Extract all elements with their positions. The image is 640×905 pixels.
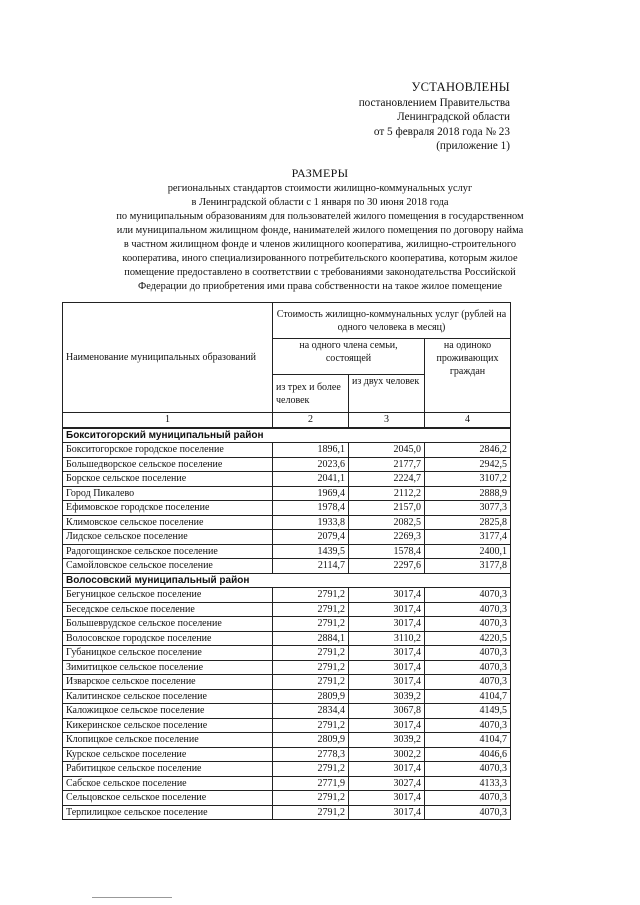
municipality-name: Сельцовское сельское поселение bbox=[63, 791, 273, 806]
subheading-line: или муниципальном жилищном фонде, нанимателей жилого помещения по договору найма bbox=[116, 225, 524, 236]
approval-title: УСТАНОВЛЕНЫ bbox=[411, 80, 510, 94]
cost-value: 3017,4 bbox=[349, 762, 425, 777]
cost-value: 1969,4 bbox=[273, 486, 349, 501]
cost-value: 3002,2 bbox=[349, 747, 425, 762]
header-cost: Стоимость жилищно-коммунальных услуг (рублей на одного человека в месяц) bbox=[273, 303, 511, 339]
district-row bbox=[63, 573, 511, 588]
table-row bbox=[63, 617, 511, 632]
column-number-3: 3 bbox=[349, 413, 425, 428]
cost-value: 2791,2 bbox=[273, 791, 349, 806]
cost-value: 3017,4 bbox=[349, 660, 425, 675]
cost-value: 4070,3 bbox=[425, 675, 511, 690]
municipality-name: Лидское сельское поселение bbox=[63, 530, 273, 545]
cost-value: 2825,8 bbox=[425, 515, 511, 530]
header-three-or-more: из трех и более человек bbox=[273, 375, 349, 413]
cost-value: 4070,3 bbox=[425, 646, 511, 661]
approval-line-2: Ленинградской области bbox=[397, 111, 510, 124]
cost-value: 2157,0 bbox=[349, 501, 425, 516]
subheading-line: в Ленинградской области с 1 января по 30 июня 2018 года bbox=[191, 197, 449, 208]
cost-standards-table bbox=[62, 302, 511, 820]
municipality-name: Беседское сельское поселение bbox=[63, 602, 273, 617]
municipality-name: Калитинское сельское поселение bbox=[63, 689, 273, 704]
cost-value: 3039,2 bbox=[349, 733, 425, 748]
municipality-name: Курское сельское поселение bbox=[63, 747, 273, 762]
cost-value: 2791,2 bbox=[273, 762, 349, 777]
cost-value: 2177,7 bbox=[349, 457, 425, 472]
document-heading: РАЗМЕРЫ bbox=[291, 166, 349, 180]
subheading-line: помещение предоставлено в соответствии с требованиями законодательства Российской bbox=[124, 267, 516, 278]
header-single-residents: на одиноко проживающих граждан bbox=[425, 339, 511, 413]
cost-value: 2809,9 bbox=[273, 733, 349, 748]
header-municipality-name: Наименование муниципальных образований bbox=[63, 303, 273, 413]
table-row bbox=[63, 718, 511, 733]
column-number-1: 1 bbox=[63, 413, 273, 428]
cost-value: 2834,4 bbox=[273, 704, 349, 719]
table-row bbox=[63, 704, 511, 719]
cost-value: 3017,4 bbox=[349, 718, 425, 733]
table-row bbox=[63, 733, 511, 748]
cost-value: 2846,2 bbox=[425, 443, 511, 458]
cost-value: 2791,2 bbox=[273, 617, 349, 632]
municipality-name: Самойловское сельское поселение bbox=[63, 559, 273, 574]
cost-value: 2400,1 bbox=[425, 544, 511, 559]
municipality-name: Радогощинское сельское поселение bbox=[63, 544, 273, 559]
cost-value: 3067,8 bbox=[349, 704, 425, 719]
cost-value: 4104,7 bbox=[425, 689, 511, 704]
municipality-name: Кикеринское сельское поселение bbox=[63, 718, 273, 733]
cost-value: 4133,3 bbox=[425, 776, 511, 791]
cost-value: 3107,2 bbox=[425, 472, 511, 487]
cost-value: 2224,7 bbox=[349, 472, 425, 487]
cost-value: 4070,3 bbox=[425, 718, 511, 733]
cost-value: 2791,2 bbox=[273, 602, 349, 617]
approval-line-3: от 5 февраля 2018 года № 23 bbox=[373, 125, 510, 138]
municipality-name: Борское сельское поселение bbox=[63, 472, 273, 487]
cost-value: 2809,9 bbox=[273, 689, 349, 704]
table-row bbox=[63, 501, 511, 516]
municipality-name: Терпилицкое сельское поселение bbox=[63, 805, 273, 820]
cost-value: 4070,3 bbox=[425, 617, 511, 632]
municipality-name: Бегуницкое сельское поселение bbox=[63, 588, 273, 603]
table-row bbox=[63, 515, 511, 530]
approval-block bbox=[250, 80, 510, 154]
subheading-line: региональных стандартов стоимости жилищно-коммунальных услуг bbox=[167, 183, 473, 194]
table-row bbox=[63, 443, 511, 458]
table-row bbox=[63, 776, 511, 791]
cost-value: 2045,0 bbox=[349, 443, 425, 458]
cost-value: 2041,1 bbox=[273, 472, 349, 487]
cost-value: 4070,3 bbox=[425, 791, 511, 806]
cost-value: 3017,4 bbox=[349, 791, 425, 806]
table-row bbox=[63, 486, 511, 501]
municipality-name: Большеврудское сельское поселение bbox=[63, 617, 273, 632]
header-per-family-member: на одного члена семьи, состоящей bbox=[273, 339, 425, 375]
subheading-line: кооператива, иного специализированного потребительского кооператива, которым жилое bbox=[122, 253, 518, 264]
table-body bbox=[63, 428, 511, 820]
table-row bbox=[63, 660, 511, 675]
cost-value: 3017,4 bbox=[349, 646, 425, 661]
cost-value: 3017,4 bbox=[349, 805, 425, 820]
municipality-name: Сабское сельское поселение bbox=[63, 776, 273, 791]
subheading-line: Федерации до приобретения ими права собственности на такое жилое помещение bbox=[138, 281, 502, 292]
cost-value: 2791,2 bbox=[273, 675, 349, 690]
table-row bbox=[63, 530, 511, 545]
cost-value: 2082,5 bbox=[349, 515, 425, 530]
table-row bbox=[63, 472, 511, 487]
document-subheading bbox=[68, 182, 572, 294]
cost-value: 2114,7 bbox=[273, 559, 349, 574]
subheading-line: по муниципальным образованиям для пользователей жилого помещения в государственном bbox=[116, 211, 524, 222]
cost-value: 1578,4 bbox=[349, 544, 425, 559]
table-row bbox=[63, 559, 511, 574]
table-row bbox=[63, 675, 511, 690]
cost-value: 1933,8 bbox=[273, 515, 349, 530]
cost-value: 4149,5 bbox=[425, 704, 511, 719]
municipality-name: Бокситогорское городское поселение bbox=[63, 443, 273, 458]
table-row bbox=[63, 791, 511, 806]
cost-value: 2771,9 bbox=[273, 776, 349, 791]
table-row bbox=[63, 747, 511, 762]
cost-value: 1896,1 bbox=[273, 443, 349, 458]
cost-value: 1439,5 bbox=[273, 544, 349, 559]
table-row bbox=[63, 457, 511, 472]
column-number-4: 4 bbox=[425, 413, 511, 428]
column-number-2: 2 bbox=[273, 413, 349, 428]
municipality-name: Климовское сельское поселение bbox=[63, 515, 273, 530]
municipality-name: Волосовское городское поселение bbox=[63, 631, 273, 646]
table-row bbox=[63, 805, 511, 820]
cost-value: 4070,3 bbox=[425, 660, 511, 675]
district-name: Бокситогорский муниципальный район bbox=[63, 428, 511, 443]
cost-value: 4070,3 bbox=[425, 588, 511, 603]
cost-value: 3177,8 bbox=[425, 559, 511, 574]
approval-line-1: постановлением Правительства bbox=[358, 96, 510, 109]
municipality-name: Город Пикалево bbox=[63, 486, 273, 501]
approval-line-4: (приложение 1) bbox=[436, 140, 510, 153]
table-row bbox=[63, 689, 511, 704]
cost-value: 3017,4 bbox=[349, 602, 425, 617]
cost-value: 4070,3 bbox=[425, 602, 511, 617]
cost-value: 2297,6 bbox=[349, 559, 425, 574]
cost-value: 2269,3 bbox=[349, 530, 425, 545]
table-row bbox=[63, 544, 511, 559]
table-row bbox=[63, 762, 511, 777]
district-name: Волосовский муниципальный район bbox=[63, 573, 511, 588]
cost-value: 1978,4 bbox=[273, 501, 349, 516]
cost-value: 3039,2 bbox=[349, 689, 425, 704]
cost-value: 2778,3 bbox=[273, 747, 349, 762]
cost-value: 2791,2 bbox=[273, 646, 349, 661]
header-two-persons: из двух человек bbox=[349, 375, 425, 413]
cost-value: 2884,1 bbox=[273, 631, 349, 646]
municipality-name: Большедворское сельское поселение bbox=[63, 457, 273, 472]
cost-value: 3017,4 bbox=[349, 617, 425, 632]
municipality-name: Изварское сельское поселение bbox=[63, 675, 273, 690]
municipality-name: Ефимовское городское поселение bbox=[63, 501, 273, 516]
cost-value: 3110,2 bbox=[349, 631, 425, 646]
municipality-name: Клопицкое сельское поселение bbox=[63, 733, 273, 748]
cost-value: 2112,2 bbox=[349, 486, 425, 501]
municipality-name: Рабитицкое сельское поселение bbox=[63, 762, 273, 777]
footer-rule bbox=[92, 897, 172, 898]
cost-value: 3027,4 bbox=[349, 776, 425, 791]
table-row bbox=[63, 588, 511, 603]
cost-value: 4220,5 bbox=[425, 631, 511, 646]
cost-value: 3017,4 bbox=[349, 588, 425, 603]
table-row bbox=[63, 602, 511, 617]
cost-value: 2791,2 bbox=[273, 660, 349, 675]
table-row bbox=[63, 646, 511, 661]
cost-value: 2791,2 bbox=[273, 588, 349, 603]
district-row bbox=[63, 428, 511, 443]
cost-value: 3077,3 bbox=[425, 501, 511, 516]
municipality-name: Зимитицкое сельское поселение bbox=[63, 660, 273, 675]
cost-value: 2791,2 bbox=[273, 805, 349, 820]
municipality-name: Каложицкое сельское поселение bbox=[63, 704, 273, 719]
table-row bbox=[63, 631, 511, 646]
cost-value: 4070,3 bbox=[425, 762, 511, 777]
cost-value: 3177,4 bbox=[425, 530, 511, 545]
cost-value: 2079,4 bbox=[273, 530, 349, 545]
cost-value: 2791,2 bbox=[273, 718, 349, 733]
cost-value: 3017,4 bbox=[349, 675, 425, 690]
cost-value: 4104,7 bbox=[425, 733, 511, 748]
municipality-name: Губаницкое сельское поселение bbox=[63, 646, 273, 661]
cost-value: 4070,3 bbox=[425, 805, 511, 820]
cost-value: 4046,6 bbox=[425, 747, 511, 762]
cost-value: 2023,6 bbox=[273, 457, 349, 472]
cost-value: 2942,5 bbox=[425, 457, 511, 472]
cost-value: 2888,9 bbox=[425, 486, 511, 501]
subheading-line: в частном жилищном фонде и членов жилищного кооператива, жилищно-строительного bbox=[123, 239, 517, 250]
